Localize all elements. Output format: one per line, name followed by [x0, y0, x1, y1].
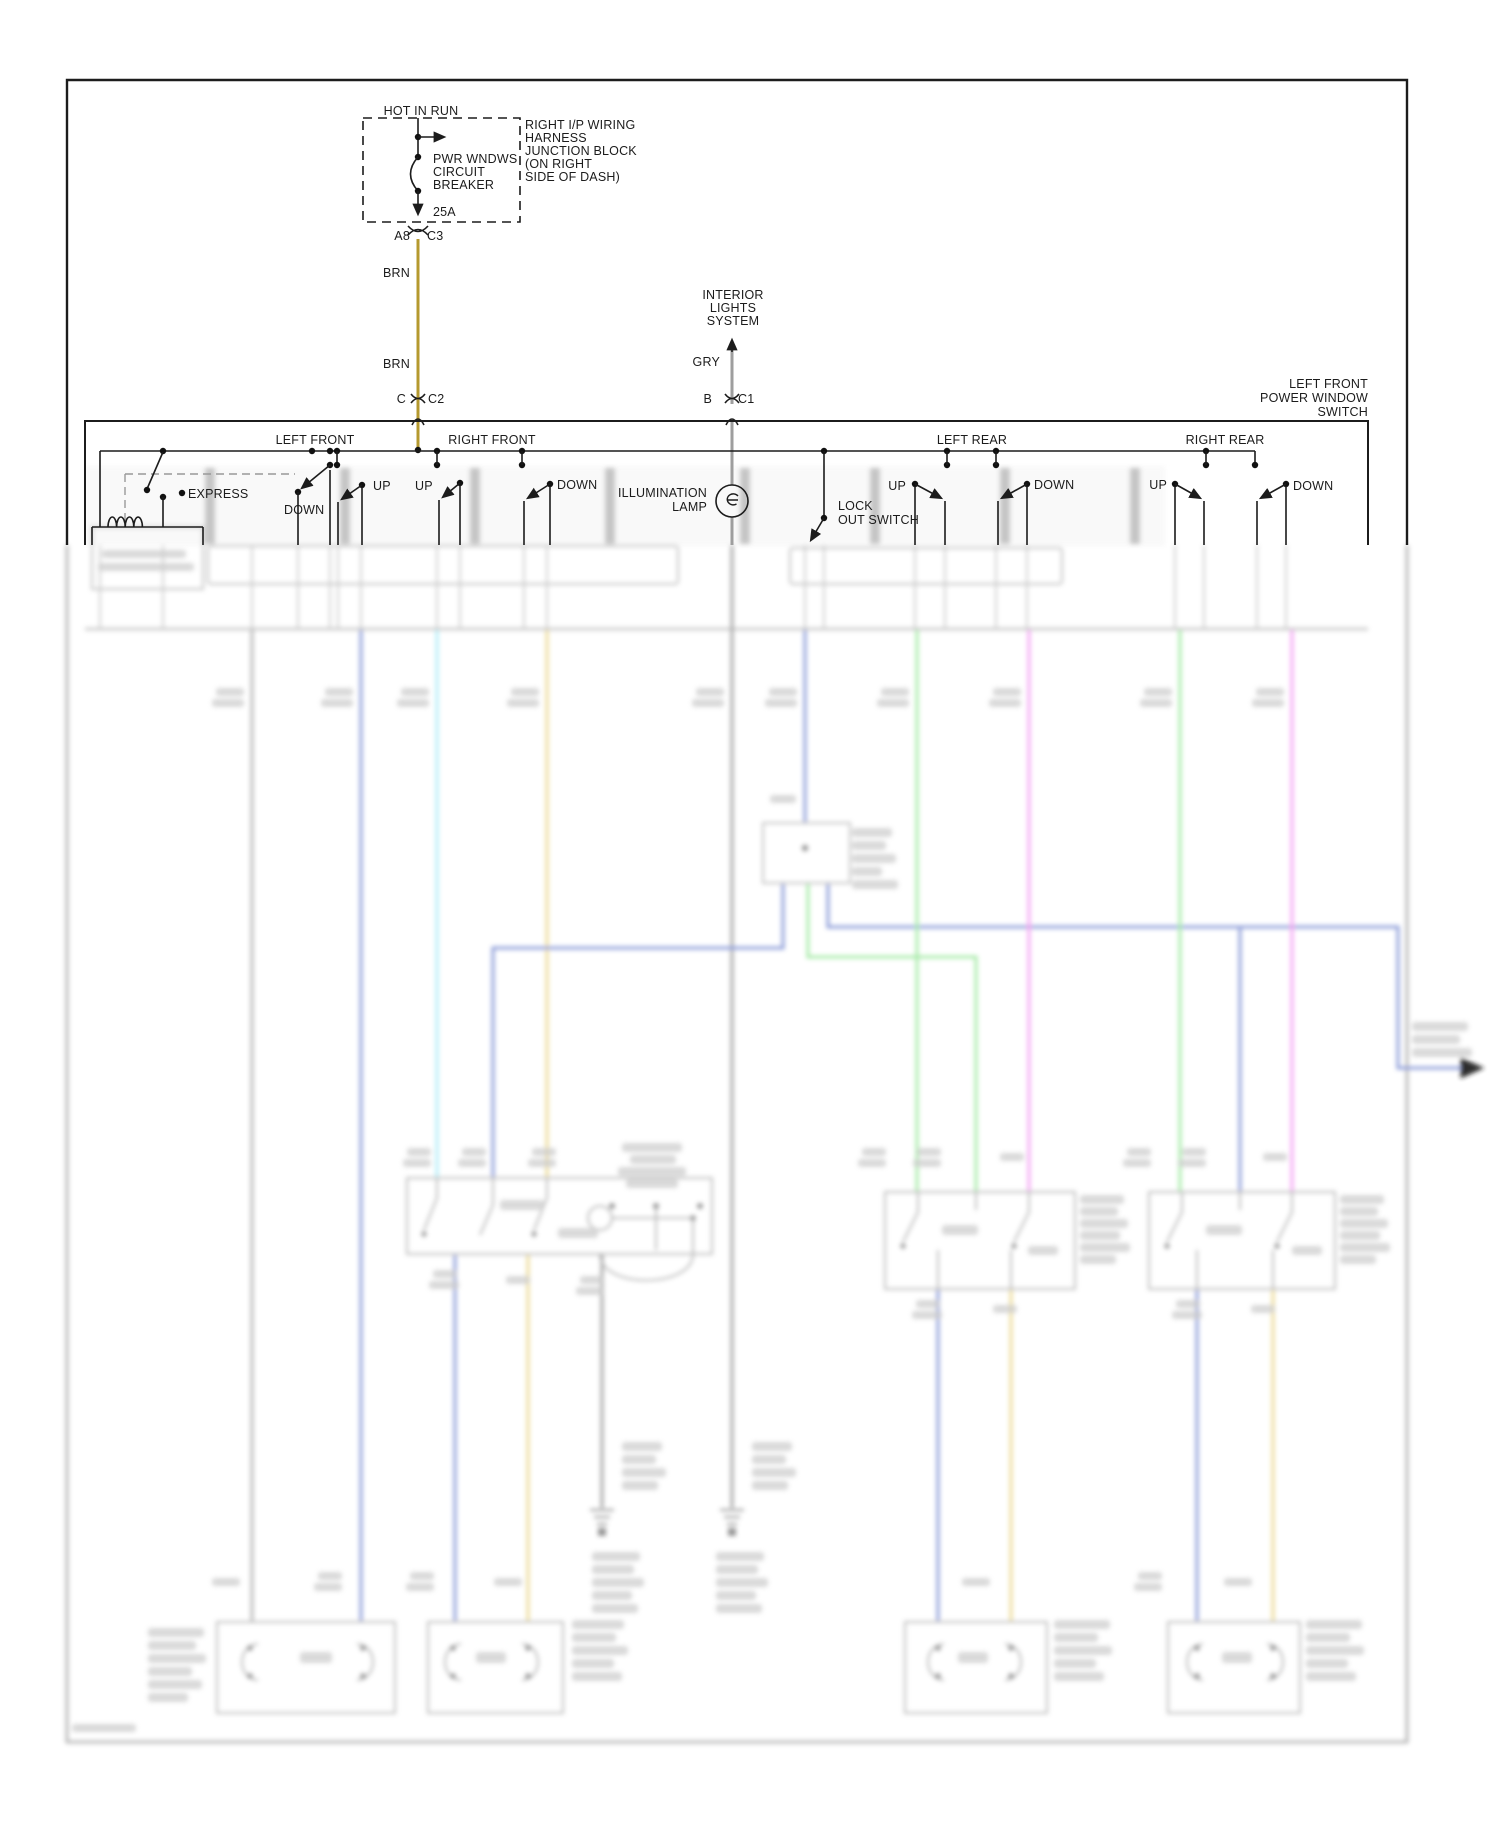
page-border-lower	[67, 545, 1407, 1742]
left-front-switch-internals	[424, 1178, 693, 1280]
gry-label: GRY	[692, 355, 720, 369]
right-rear-switches	[1172, 448, 1289, 545]
illumination-label: ILLUMINATION	[618, 486, 707, 500]
section-left-front: LEFT FRONT	[275, 433, 355, 447]
express-module-text-blobs	[98, 550, 194, 571]
left-front-switch-box	[407, 1178, 712, 1254]
interior-lights-label-3: SYSTEM	[706, 314, 760, 328]
window-motor-boxes	[217, 1622, 1300, 1713]
left-front-down-label: DOWN	[284, 503, 325, 517]
section-right-front: RIGHT FRONT	[448, 433, 536, 447]
motor-symbols	[242, 1644, 1283, 1680]
lock-label: LOCK	[838, 499, 873, 513]
switch-title-1: LEFT FRONT	[1289, 377, 1368, 391]
right-rear-up-label: UP	[1149, 478, 1167, 492]
left-rear-down-label: DOWN	[1034, 478, 1075, 492]
connector-row-left	[208, 546, 678, 584]
pin-c-label: C	[396, 392, 406, 406]
connector-symbol-c3	[408, 226, 428, 235]
right-front-down-label: DOWN	[557, 478, 598, 492]
splice-node-2	[728, 1528, 736, 1536]
right-rear-switch-box	[1149, 1192, 1335, 1289]
left-rear-switch-box	[885, 1192, 1075, 1289]
junction-block-label-4: (ON RIGHT	[525, 157, 593, 171]
left-rear-switch-internals	[903, 1192, 1029, 1289]
out-switch-label: OUT SWITCH	[838, 513, 919, 527]
blue-wire-lockout	[493, 630, 805, 1178]
switch-title-3: SWITCH	[1317, 405, 1368, 419]
splice-node-1	[598, 1528, 606, 1536]
pin-b-label: B	[703, 392, 712, 406]
breaker-label-1: PWR WNDWS	[433, 152, 518, 166]
interior-lights-label-1: INTERIOR	[702, 288, 764, 302]
right-rear-switch-internals	[1167, 1192, 1292, 1289]
junction-block-label-2: HARNESS	[525, 131, 587, 145]
section-right-rear: RIGHT REAR	[1185, 433, 1265, 447]
pin-c3-label: C3	[427, 229, 444, 243]
right-rear-down-label: DOWN	[1293, 479, 1334, 493]
breaker-rating-label: 25A	[433, 205, 456, 219]
breaker-label-2: CIRCUIT	[433, 165, 486, 179]
section-left-rear: LEFT REAR	[936, 433, 1008, 447]
brn-label-1: BRN	[383, 266, 410, 280]
inline-connector-box	[763, 823, 850, 883]
junction-block-label-3: JUNCTION BLOCK	[525, 144, 637, 158]
left-front-up-label: UP	[373, 479, 391, 493]
interior-lights-label-2: LIGHTS	[709, 301, 757, 315]
green-link-wire	[808, 883, 976, 1192]
motor-lead-nodes	[247, 1645, 1276, 1679]
blurred-lower-diagram	[67, 466, 1480, 1742]
junction-block-label-5: SIDE OF DASH)	[525, 170, 620, 184]
junction-block-label-1: RIGHT I/P WIRING	[525, 118, 636, 132]
connector-row-right	[790, 548, 1062, 584]
inline-connector-node	[802, 845, 808, 851]
connector-c2-label: C2	[428, 392, 445, 406]
right-front-up-label: UP	[415, 479, 433, 493]
switch-title-2: POWER WINDOW	[1260, 391, 1368, 405]
ground-symbols	[590, 1510, 744, 1524]
hot-in-run-label: HOT IN RUN	[383, 104, 459, 118]
connector-pin-stubs	[100, 545, 1286, 630]
breaker-label-3: BREAKER	[433, 178, 495, 192]
blurred-text-blobs	[72, 688, 1472, 1732]
lamp-label: LAMP	[672, 500, 707, 514]
left-rear-up-label: UP	[888, 479, 906, 493]
blue-link-wire	[828, 883, 1480, 1068]
express-label: EXPRESS	[188, 487, 249, 501]
connector-c1-label: C1	[738, 392, 755, 406]
pin-a8-label: A8	[394, 229, 410, 243]
brn-label-2: BRN	[383, 357, 410, 371]
brn-bus-node	[415, 447, 421, 453]
